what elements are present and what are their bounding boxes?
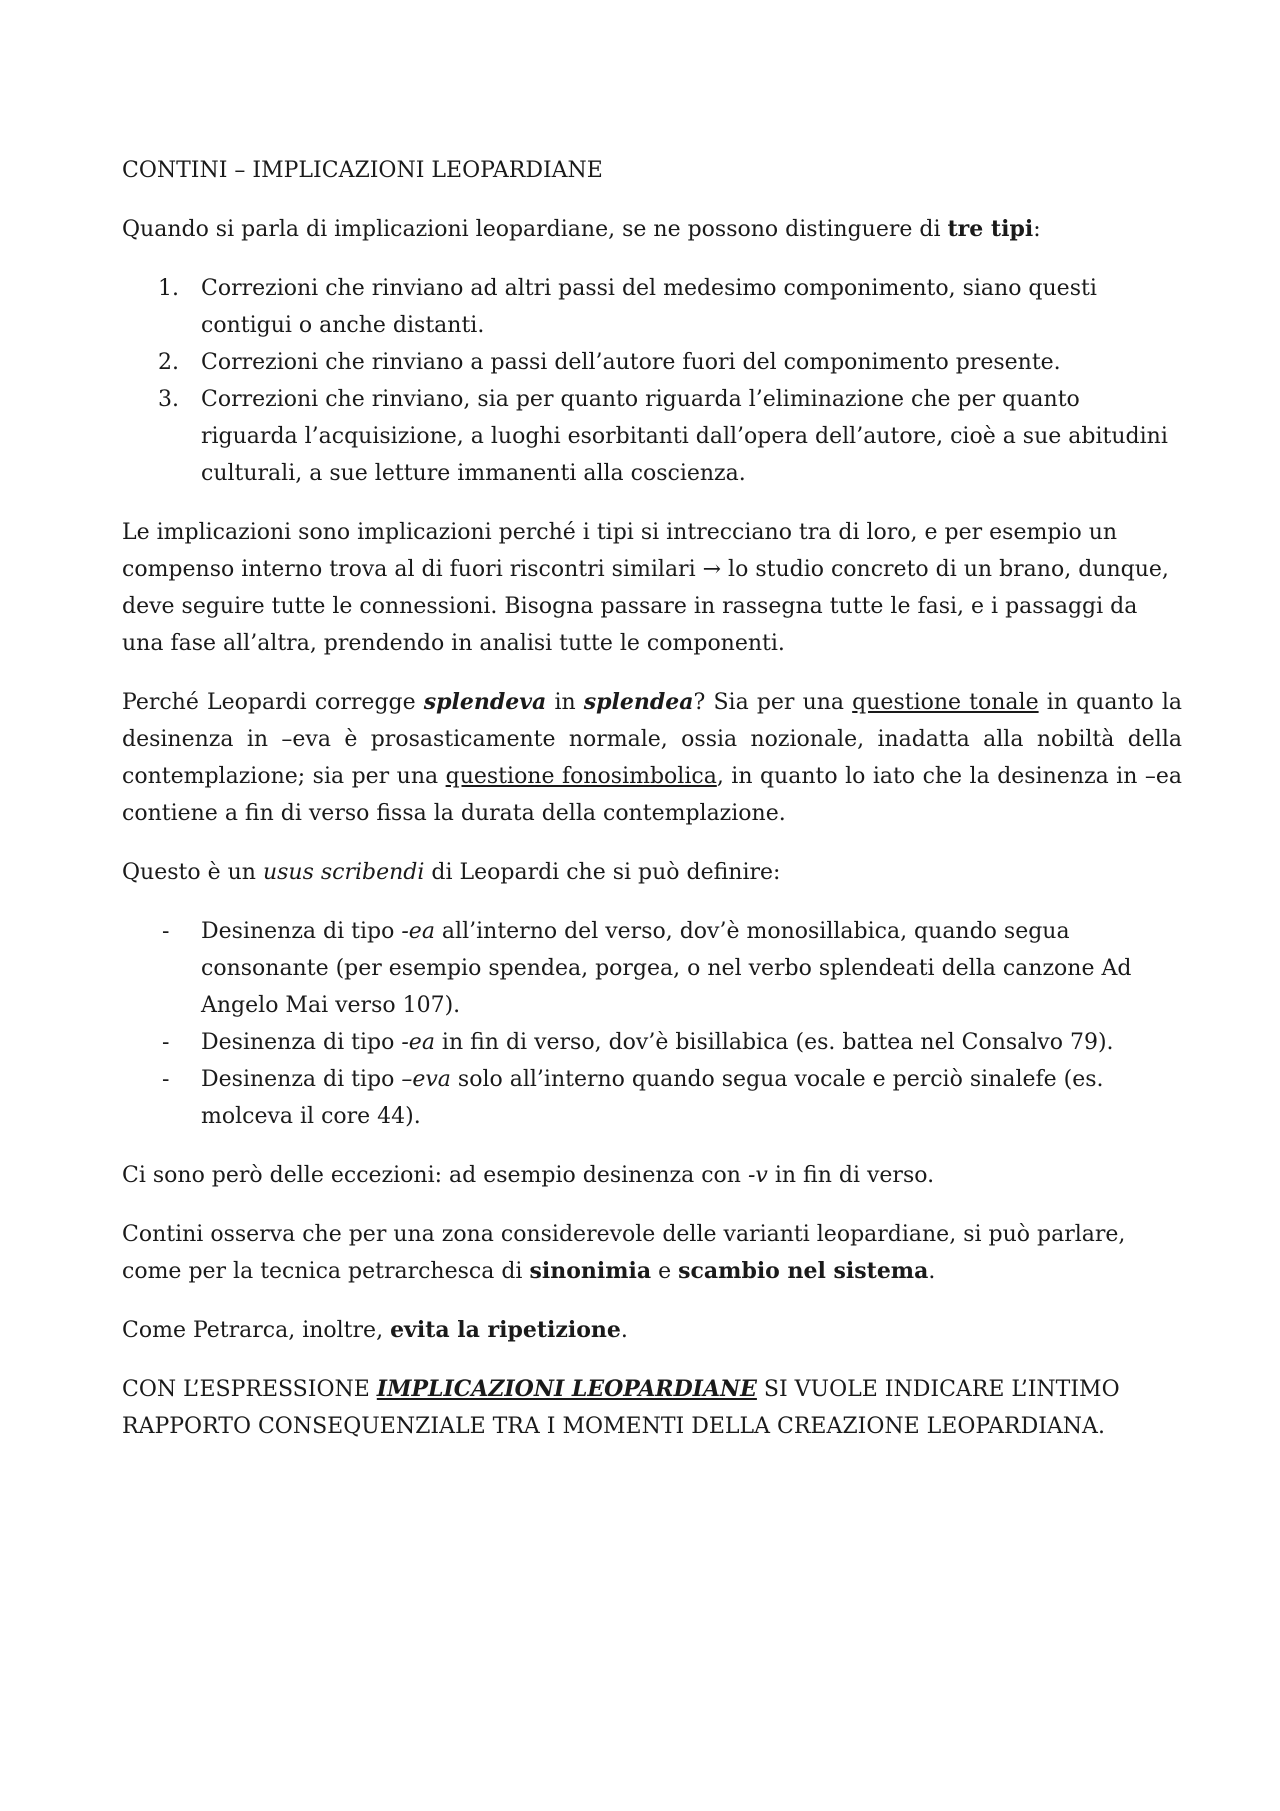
list-item <box>122 1024 1182 1061</box>
list-marker: - <box>162 919 170 944</box>
bold-sinonimia: sinonimia <box>529 1258 652 1284</box>
petrarca-paragraph <box>122 1312 1182 1349</box>
contini-text-2: e <box>651 1259 679 1284</box>
list-item-text: Desinenza di tipo <box>201 1030 402 1055</box>
word-splendeva: splendeva <box>423 689 547 715</box>
petrarca-text-a: Come Petrarca, inoltre, <box>122 1318 391 1343</box>
splendeva-text-3: ? Sia per una <box>693 690 853 715</box>
arrow-icon: → <box>702 557 722 582</box>
list-item-text: solo all’interno quando segua vocale e perciò sinalefe (es. molceva il core 44). <box>201 1067 1104 1129</box>
underline-questione-fonosimbolica: questione fonosimbolica <box>445 764 717 789</box>
word-splendea: splendea <box>583 689 694 715</box>
contini-paragraph <box>122 1216 1182 1290</box>
list-item <box>122 1061 1182 1135</box>
conclusion-paragraph <box>122 1371 1182 1445</box>
conclusion-text-b: SI VUOLE INDICARE L’INTIMO RAPPORTO CONSEQUENZIALE TRA I MOMENTI DELLA CREAZIONE LEOPARDIANA. <box>122 1377 1120 1439</box>
implications-text-a: Le implicazioni sono implicazioni perché i tipi si intrecciano tra di loro, e per esempio un compenso interno trova al di fuori riscontri similari <box>122 520 1118 582</box>
contini-text-3: . <box>928 1259 936 1284</box>
document-page <box>122 152 1182 1467</box>
list-marker: 2. <box>158 350 179 375</box>
list-marker: 1. <box>158 276 179 301</box>
eccezioni-text-b: in fin di verso. <box>767 1163 935 1188</box>
list-item-text: Correzioni che rinviano a passi dell’autore fuori del componimento presente. <box>201 350 1061 375</box>
list-item-text: Desinenza di tipo <box>201 919 402 944</box>
eccezioni-paragraph <box>122 1157 1182 1194</box>
eccezioni-italic: -v <box>747 1163 768 1188</box>
list-item <box>122 344 1182 381</box>
list-item-text: Correzioni che rinviano, sia per quanto riguarda l’eliminazione che per quanto riguarda l’acquisizione, a luoghi esorbitanti dall’opera dell’autore, cioè a sue abitudini culturali, a sue letture immanenti alla coscienza. <box>201 387 1168 486</box>
list-item <box>122 381 1182 492</box>
list-marker: 3. <box>158 387 179 412</box>
intro-colon: : <box>1033 217 1041 242</box>
list-item-text: in fin di verso, dov’è bisillabica (es. battea nel Consalvo 79). <box>434 1030 1114 1055</box>
list-item <box>122 913 1182 1024</box>
list-item-italic: -ea <box>401 919 435 944</box>
petrarca-text-b: . <box>620 1318 628 1343</box>
list-item-text: all’interno del verso, dov’è monosillabica, quando segua consonante (per esempio spendea, porgea, o nel verbo splendeati della canzone Ad Angelo Mai verso 107). <box>201 919 1132 1018</box>
conclusion-emphasis: IMPLICAZIONI LEOPARDIANE <box>376 1376 757 1402</box>
usus-italic: usus scribendi <box>262 860 425 885</box>
splendeva-text-4: in quanto la desinenza in –eva è prosasticamente normale, ossia nozionale, inadatta alla nobiltà della contemplazione; sia per una <box>122 690 1182 789</box>
list-item-italic: -ea <box>401 1030 435 1055</box>
splendeva-text-1: Perché Leopardi corregge <box>122 690 424 715</box>
contini-text-1: Contini osserva che per una zona considerevole delle varianti leopardiane, si può parlare, come per la tecnica petrarchesca di <box>122 1222 1126 1284</box>
eccezioni-text-a: Ci sono però delle eccezioni: ad esempio desinenza con <box>122 1163 748 1188</box>
page-title: CONTINI – IMPLICAZIONI LEOPARDIANE <box>122 158 603 183</box>
list-marker: - <box>162 1030 170 1055</box>
underline-questione-tonale: questione tonale <box>852 690 1039 715</box>
intro-paragraph <box>122 211 1182 248</box>
implications-paragraph <box>122 514 1182 662</box>
desinenze-list <box>122 913 1182 1135</box>
splendeva-paragraph <box>122 684 1182 832</box>
usus-paragraph <box>122 854 1182 891</box>
list-marker: - <box>162 1067 170 1092</box>
list-item-text: Correzioni che rinviano ad altri passi del medesimo componimento, siano questi contigui o anche distanti. <box>201 276 1097 338</box>
usus-text-b: di Leopardi che si può definire: <box>424 860 781 885</box>
types-list <box>122 270 1182 492</box>
intro-bold: tre tipi <box>947 216 1034 242</box>
implications-text-b: lo studio concreto di un brano, dunque, deve seguire tutte le connessioni. Bisogna passare in rassegna tutte le fasi, e i passaggi da una fase all’altra, prendendo in analisi tutte le componenti. <box>122 557 1169 656</box>
bold-evita-la-ripetizione: evita la ripetizione <box>390 1317 621 1343</box>
intro-text: Quando si parla di implicazioni leopardiane, se ne possono distinguere di <box>122 217 948 242</box>
splendeva-text-2: in <box>546 690 584 715</box>
bold-scambio-nel-sistema: scambio nel sistema <box>678 1258 929 1284</box>
list-item-text: Desinenza di tipo <box>201 1067 402 1092</box>
splendeva-text-5: , in quanto lo iato che la desinenza in –ea contiene a fin di verso fissa la durata della contemplazione. <box>122 764 1182 826</box>
usus-text-a: Questo è un <box>122 860 263 885</box>
conclusion-text-a: CON L’ESPRESSIONE <box>122 1377 377 1402</box>
list-item-italic: –eva <box>401 1067 451 1092</box>
list-item <box>122 270 1182 344</box>
